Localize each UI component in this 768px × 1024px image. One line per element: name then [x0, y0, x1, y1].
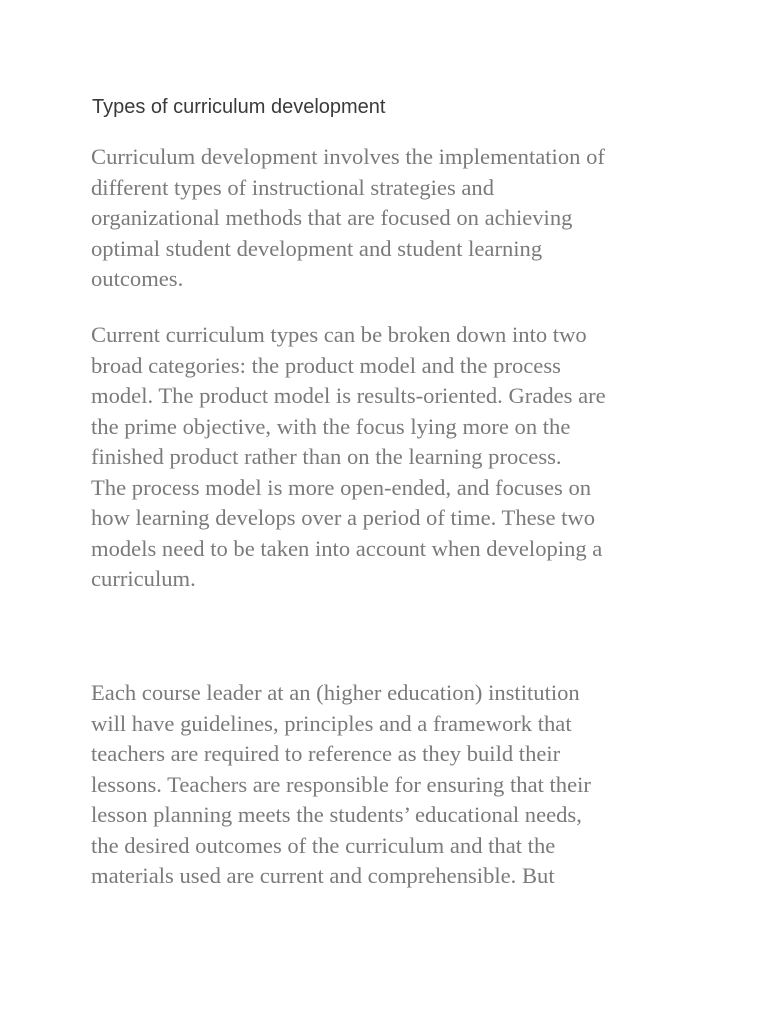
- paragraph-line: how learning develops over a period of time. These two: [91, 505, 596, 530]
- paragraph-line: lessons. Teachers are responsible for ensuring that their: [91, 771, 591, 797]
- paragraph-line: model. The product model is results-oriented. Grades are: [91, 383, 606, 408]
- paragraph-line: curriculum.: [91, 566, 196, 591]
- paragraph-line: models need to be taken into account when developing a: [91, 535, 603, 561]
- paragraph-line: The process model is more open-ended, and focuses on: [91, 474, 592, 500]
- paragraph-line: broad categories: the product model and the process: [91, 352, 561, 378]
- paragraph-line: the prime objective, with the focus lying more on the: [91, 413, 571, 439]
- paragraph-line: Curriculum development involves the implementation of: [91, 144, 605, 169]
- paragraph-intro: [91, 142, 711, 295]
- paragraph-curriculum-types: [91, 320, 711, 595]
- paragraph-course-leader: [91, 678, 711, 892]
- paragraph-line: teachers are required to reference as they build their: [91, 741, 561, 766]
- paragraph-line: outcomes.: [91, 266, 184, 291]
- paragraph-line: optimal student development and student learning: [91, 235, 543, 261]
- paragraph-line: Each course leader at an (higher education) institution: [91, 680, 580, 705]
- paragraph-line: different types of instructional strategies and: [91, 174, 495, 200]
- paragraph-line: lesson planning meets the students’ educational needs,: [91, 802, 582, 827]
- paragraph-line: finished product rather than on the learning process.: [91, 444, 562, 469]
- document-heading: Types of curriculum development: [92, 96, 386, 118]
- paragraph-line: Current curriculum types can be broken down into two: [91, 322, 587, 347]
- paragraph-line: the desired outcomes of the curriculum and that the: [91, 832, 556, 858]
- paragraph-line: will have guidelines, principles and a framework that: [91, 710, 572, 736]
- paragraph-line: materials used are current and comprehensible. But: [91, 863, 555, 888]
- paragraph-line: organizational methods that are focused on achieving: [91, 205, 573, 230]
